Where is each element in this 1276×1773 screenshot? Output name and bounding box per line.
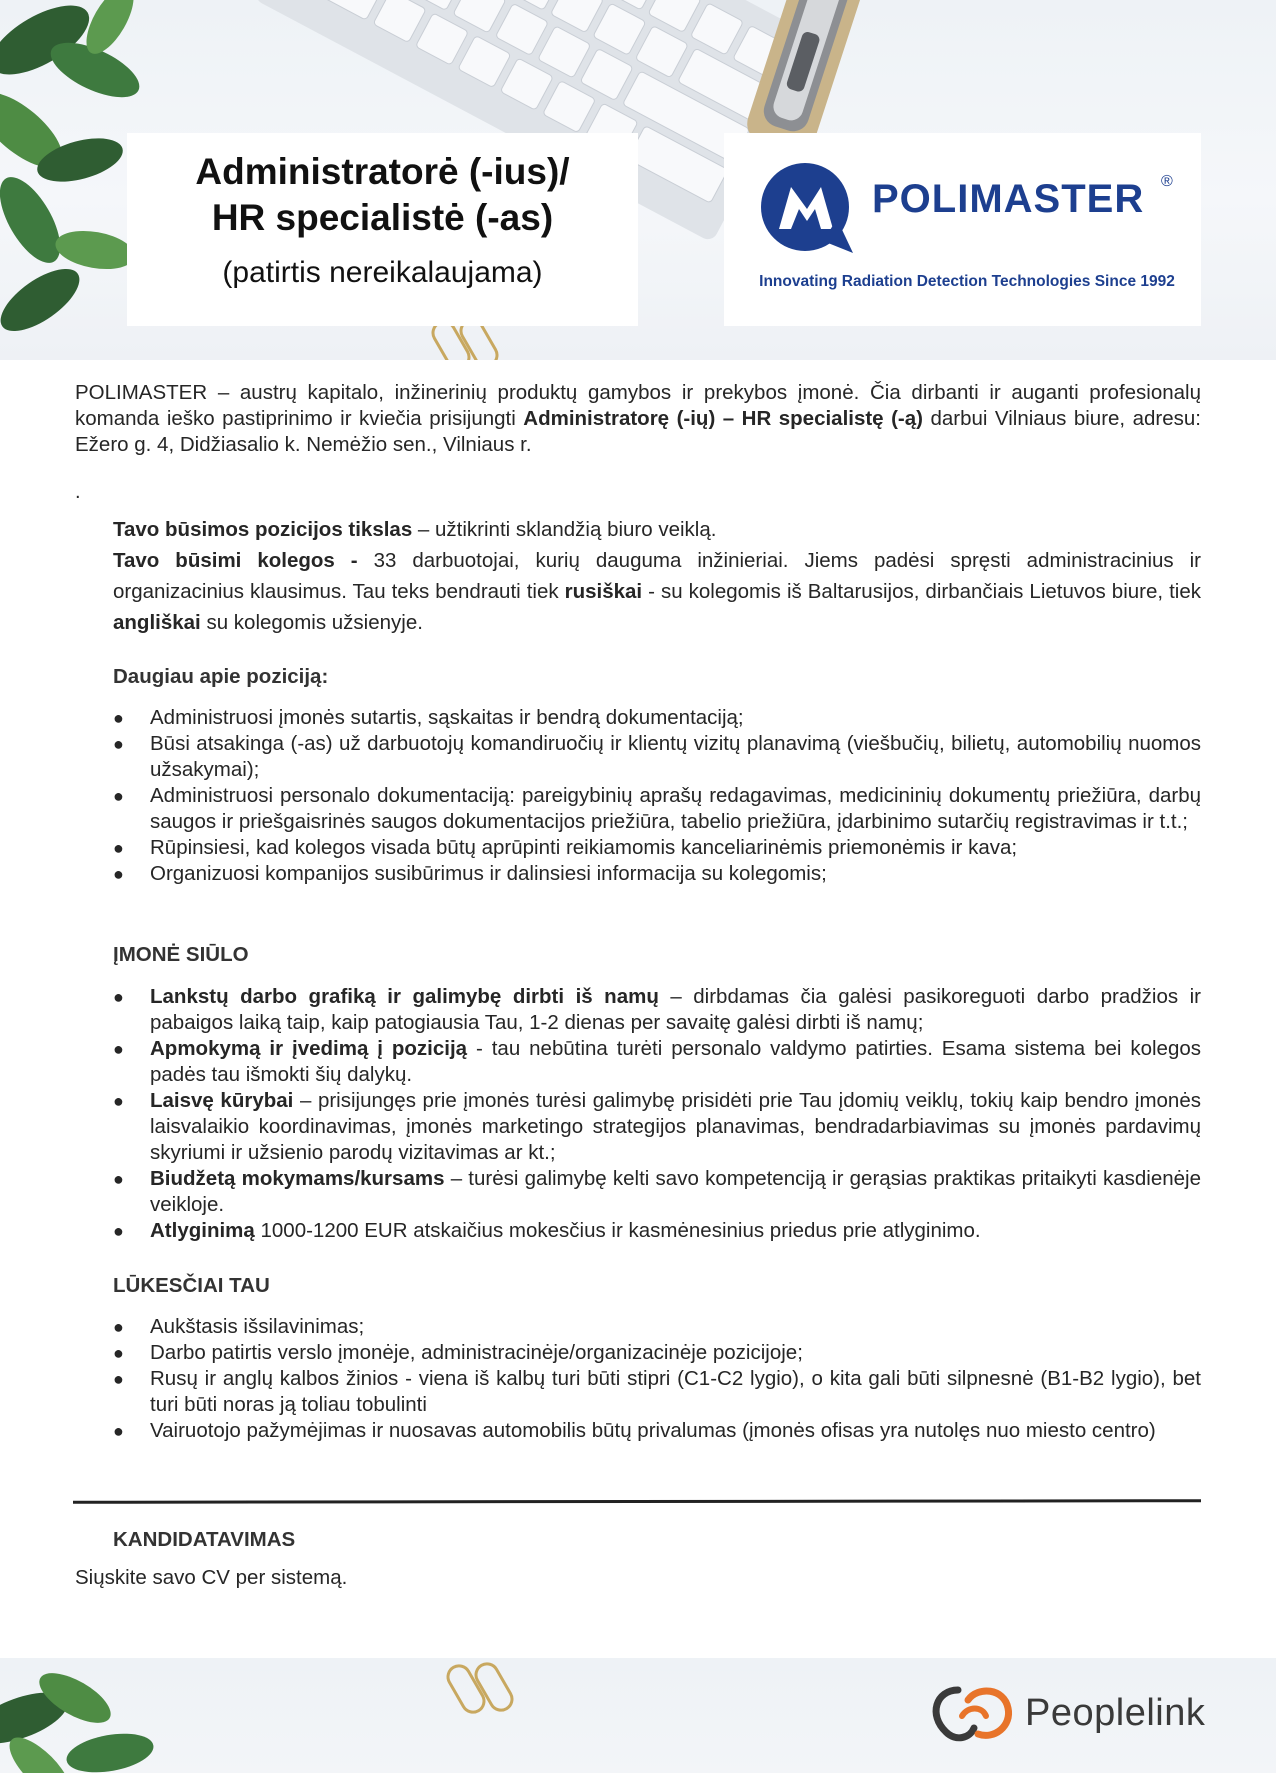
apply-instructions: Siųskite savo CV per sistemą. xyxy=(75,1566,348,1589)
polimaster-logo xyxy=(724,133,1201,326)
job-title-line1: Administratorė (-ius)/ xyxy=(195,151,570,192)
list-item: ● Apmokymą ir įvedimą į poziciją - tau nebūtina turėti personalo valdymo patirties. Esama sistema bei kolegos padės tau išmokti šių dalykų. xyxy=(113,1037,1201,1086)
section-title-apply: KANDIDATAVIMAS xyxy=(113,1528,296,1551)
peoplelink-logo-icon xyxy=(928,1680,1018,1750)
plant-leaves-footer xyxy=(0,1663,156,1773)
list-item: ● Laisvę kūrybai – prisijungęs prie įmonės turėsi galimybę prisidėti prie Tau įdomių veiklų, tokių kaip bendro įmonės laisvalaikio koordinavimas, įmonės marketingo strategijos planavimas, bendradarbiavimas su įmonės pardavimų skyriumi ir užsienio parodų vizitavimas ar kt.; xyxy=(113,1089,1201,1164)
plant-leaves-left xyxy=(0,0,147,343)
job-subtitle: (patirtis nereikalaujama) xyxy=(222,256,543,289)
position-summary xyxy=(113,514,1201,638)
list-item: ● Administruosi įmonės sutartis, sąskaitas ir bendrą dokumentaciją; xyxy=(113,706,744,729)
list-item: ● Lankstų darbo grafiką ir galimybę dirbti iš namų – dirbdamas čia galėsi pasikoreguoti darbo pradžios ir pabaigos laiką taip, kaip patogiausia Tau, 1-2 dienas per savaitę galėsi dirbti iš namų; xyxy=(113,985,1202,1034)
intro-paragraph: POLIMASTER – austrų kapitalo, inžinerinių produktų gamybos ir prekybos įmonė. Čia dirbanti ir auganti profesionalų komanda ieško pastiprinimo ir kviečia prisijungti Administratorę (-ių) – HR specialistę (-ą) darbui Vilniaus biure, adresu: Ežero g. 4, Didžiasalio k. Nemėžio sen., Vilniaus r. xyxy=(75,381,1201,456)
list-responsibilities xyxy=(113,705,1201,887)
list-item: ● Biudžetą mokymams/kursams – turėsi galimybę kelti savo kompetenciją ir gerąsias praktikas pritaikyti kasdienėje veikloje. xyxy=(113,1167,1201,1216)
list-item: ● Darbo patirtis verslo įmonėje, administracinėje/organizacinėje pozicijoje; xyxy=(113,1341,803,1364)
section-divider xyxy=(73,1499,1201,1504)
list-item: ● Vairuotojo pažymėjimas ir nuosavas automobilis būtų privalumas (įmonės ofisas yra nutolęs nuo miesto centro) xyxy=(113,1419,1156,1442)
header-banner xyxy=(0,0,1276,360)
registered-mark: ® xyxy=(1161,173,1173,190)
job-title-line2: HR specialistė (-as) xyxy=(211,197,554,238)
section-title-expect: LŪKESČIAI TAU xyxy=(113,1274,270,1297)
list-item: ● Būsi atsakinga (-as) už darbuotojų komandiruočių ir klientų vizitų planavimą (viešbučių, bilietų, automobilių nuomos užsakymai); xyxy=(113,732,1201,781)
list-item: ● Administruosi personalo dokumentaciją: pareigybinių aprašų redagavimas, medicininių dokumentų priežiūra, darbų saugos ir priešgaisrinės saugos dokumentacijos priežiūra, tabelio priežiūra, įdarbinimo sutarčių registravimas ir t.t.; xyxy=(113,784,1201,833)
list-offer xyxy=(113,984,1201,1244)
section-title-more: Daugiau apie poziciją: xyxy=(113,665,329,688)
paper-clips-footer xyxy=(444,1660,516,1716)
list-item: ● Organizuosi kompanijos susibūrimus ir dalinsiesi informacija su kolegomis; xyxy=(113,862,827,885)
list-item: ● Rusų ir anglų kalbos žinios - viena iš kalbų turi būti stipri (C1-C2 lygio), o kita gali būti silpnesnė (B1-B2 lygio), bet turi būti noras ją toliau tobulinti xyxy=(113,1367,1201,1416)
section-title-offer: ĮMONĖ SIŪLO xyxy=(113,943,249,966)
posting-body xyxy=(75,380,1202,1442)
job-title-box xyxy=(127,133,638,326)
list-expectations xyxy=(113,1314,1201,1444)
polimaster-emblem-icon xyxy=(757,157,857,257)
peoplelink-wordmark: Peoplelink xyxy=(1025,1692,1206,1734)
list-item: ● Atlyginimą 1000-1200 EUR atskaičius mokesčius ir kasmėnesinius priedus prie atlyginimo. xyxy=(113,1219,981,1242)
polimaster-tagline: Innovating Radiation Detection Technologies Since 1992 xyxy=(759,273,1175,290)
list-item: ● Aukštasis išsilavinimas; xyxy=(113,1315,365,1338)
colleagues-paragraph: Tavo būsimi kolegos - 33 darbuotojai, kurių dauguma inžinieriai. Jiems padėsi spręsti administracinius ir organizacinius klausimus. Tau teks bendrauti tiek rusiškai - su kolegomis iš Baltarusijos, dirbančiais Lietuvos biure, tiek angliškai su kolegomis užsienyje. xyxy=(113,549,1202,634)
stray-marker: . xyxy=(75,481,81,503)
polimaster-wordmark: POLIMASTER xyxy=(872,177,1145,221)
list-item: ● Rūpinsiesi, kad kolegos visada būtų aprūpinti reikiamomis kanceliarinėmis priemonėmis ir kava; xyxy=(113,836,1018,859)
goal-line: Tavo būsimos pozicijos tikslas – užtikrinti sklandžią biuro veiklą. xyxy=(113,518,717,541)
footer-banner xyxy=(0,1658,1276,1773)
